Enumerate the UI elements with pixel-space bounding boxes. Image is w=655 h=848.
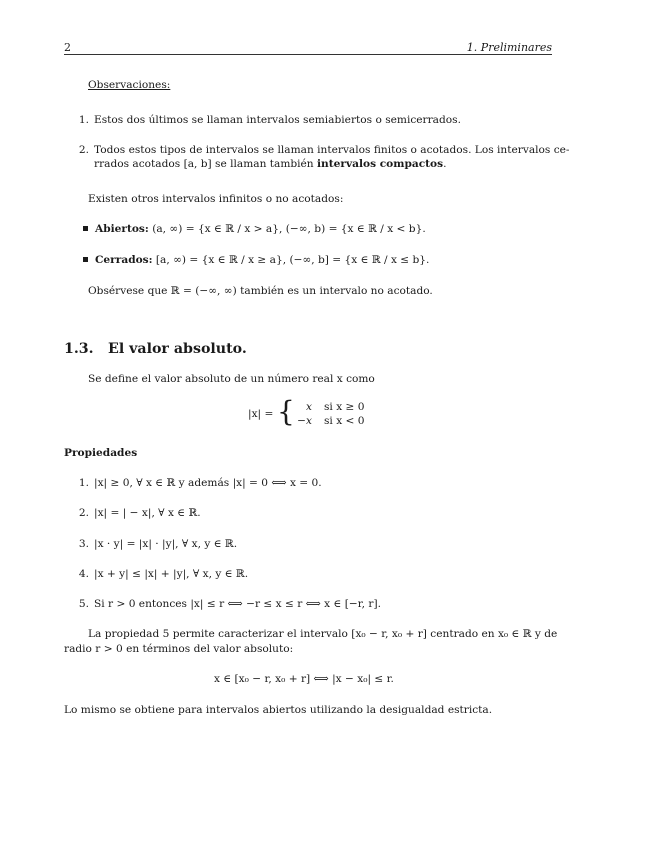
closing-final-line: Lo mismo se obtiene para intervalos abiertos utilizando la desigualdad estricta. <box>64 704 493 716</box>
case-1-condition: si x ≥ 0 <box>324 401 365 413</box>
propiedad-item-5 <box>75 597 381 611</box>
bullet-label: Abiertos: <box>95 223 149 235</box>
running-title: 1. Preliminares <box>466 41 552 54</box>
header-rule <box>64 54 552 55</box>
closing-equation: x ∈ [x₀ − r, x₀ + r] ⟺ |x − x₀| ≤ r. <box>214 673 394 685</box>
list-number: 1. <box>78 477 89 489</box>
list-text: rrados acotados [a, b] se llaman también <box>94 158 318 170</box>
bullet-expr: [a, ∞) = {x ∈ ℝ / x ≥ a}, (−∞, b] = {x ∈ ℝ / x ≤ b}. <box>155 254 430 266</box>
list-number: 3. <box>78 538 89 550</box>
list-number: 2. <box>78 507 89 519</box>
bullet-icon <box>83 257 88 262</box>
bullet-icon <box>83 226 88 231</box>
observacion-item-2 <box>75 143 569 157</box>
section-number: 1.3. <box>64 341 94 357</box>
propiedad-item-1 <box>75 476 322 490</box>
case-2-condition: si x < 0 <box>324 415 365 427</box>
closing-paragraph-line-2: radio r > 0 en términos del valor absoluto: <box>64 643 294 655</box>
infinitos-intro: Existen otros intervalos infinitos o no acotados: <box>88 193 344 205</box>
left-brace: { <box>277 395 295 428</box>
list-text: Si r > 0 entonces |x| ≤ r ⟺ −r ≤ x ≤ r ⟺ x ∈ [−r, r]. <box>94 598 381 610</box>
definition-lhs: |x| = <box>248 408 274 420</box>
list-text: |x + y| ≤ |x| + |y|, ∀ x, y ∈ ℝ. <box>94 568 249 580</box>
list-text: . <box>443 158 447 170</box>
list-number: 4. <box>78 568 89 580</box>
case-2-value: −x <box>297 415 312 427</box>
list-text: Todos estos tipos de intervalos se llaman intervalos finitos o acotados. Los intervalos ce- <box>94 144 570 156</box>
closing-paragraph-line-1: La propiedad 5 permite caracterizar el intervalo [x₀ − r, x₀ + r] centrado en x₀ ∈ ℝ y de <box>88 628 558 640</box>
bullet-expr: (a, ∞) = {x ∈ ℝ / x > a}, (−∞, b) = {x ∈ ℝ / x < b}. <box>152 223 426 235</box>
list-text: |x| = | − x|, ∀ x ∈ ℝ. <box>94 507 201 519</box>
bullet-cerrados <box>83 253 429 267</box>
observacion-item-2-cont <box>94 157 446 171</box>
propiedades-heading: Propiedades <box>64 447 138 459</box>
bullet-label: Cerrados: <box>95 254 153 266</box>
list-number: 2. <box>78 144 89 156</box>
propiedad-item-3 <box>75 537 237 551</box>
propiedad-item-4 <box>75 567 248 581</box>
case-1-value: x <box>306 401 312 413</box>
list-text: |x| ≥ 0, ∀ x ∈ ℝ y además |x| = 0 ⟺ x = 0. <box>94 477 322 489</box>
list-text: |x · y| = |x| · |y|, ∀ x, y ∈ ℝ. <box>94 538 238 550</box>
infinitos-note: Obsérvese que ℝ = (−∞, ∞) también es un intervalo no acotado. <box>88 285 433 297</box>
section-heading <box>64 341 247 357</box>
propiedad-item-2 <box>75 506 201 520</box>
list-number: 5. <box>78 598 89 610</box>
bold-term: intervalos compactos <box>317 158 444 170</box>
abs-value-definition <box>248 397 378 431</box>
bullet-abiertos <box>83 222 426 236</box>
list-text: Estos dos últimos se llaman intervalos semiabiertos o semicerrados. <box>94 114 461 126</box>
list-number: 1. <box>78 114 89 126</box>
definition-intro: Se define el valor absoluto de un número real x como <box>88 373 375 385</box>
observacion-item-1 <box>75 113 461 127</box>
page-number: 2 <box>64 41 71 54</box>
section-title: El valor absoluto. <box>108 341 247 357</box>
observaciones-heading: Observaciones: <box>88 79 171 91</box>
